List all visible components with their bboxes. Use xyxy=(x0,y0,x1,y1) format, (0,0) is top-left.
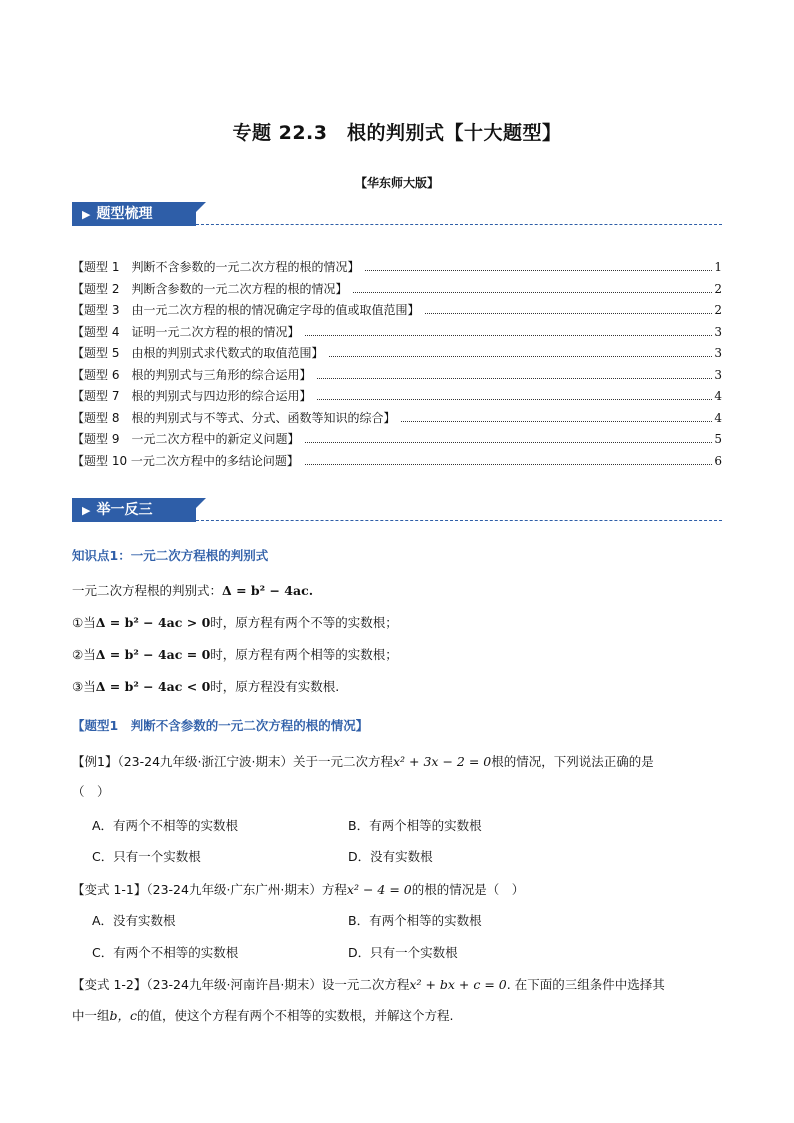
case-positive xyxy=(72,613,398,631)
toc-page-number: 2 xyxy=(714,303,722,317)
discriminant-definition xyxy=(72,581,313,599)
question-type-title: 【题型1 判断不含参数的一元二次方程的根的情况】 xyxy=(72,718,369,733)
variant-1-1-stem xyxy=(72,880,524,898)
variant-source: （23-24九年级·河南许昌·期末）设一元二次方程 xyxy=(146,977,410,992)
variables: b，c xyxy=(109,1008,138,1023)
case-formula: Δ = b² − 4ac = 0 xyxy=(95,647,211,662)
toc-leader xyxy=(353,292,712,293)
toc-item-label: 【题型 4 证明一元二次方程的根的情况】 xyxy=(72,324,300,339)
page-title: 专题 22.3 根的判别式【十大题型】 xyxy=(232,122,562,144)
variant-text: 的根的情况是（ ） xyxy=(411,882,525,897)
toc-item-label: 【题型 2 判断含参数的一元二次方程的根的情况】 xyxy=(72,281,348,296)
definition-text: 一元二次方程根的判别式： xyxy=(72,583,223,598)
toc-item[interactable] xyxy=(72,409,722,431)
example-label: 【例1】 xyxy=(72,754,118,769)
toc-item[interactable] xyxy=(72,280,722,302)
toc-item-label: 【题型 5 由根的判别式求代数式的取值范围】 xyxy=(72,346,324,360)
section-divider xyxy=(196,224,722,225)
variant-1-2-stem xyxy=(72,975,665,993)
toc-item[interactable] xyxy=(72,387,722,409)
section-tag-cap xyxy=(182,498,206,522)
option-d: D．只有一个实数根 xyxy=(348,945,458,960)
toc-page-number: 6 xyxy=(714,453,722,468)
toc-item[interactable] xyxy=(72,366,722,388)
section-tag xyxy=(72,498,196,522)
variant-text: . 在下面的三组条件中选择其 xyxy=(506,977,665,992)
case-text: 时，原方程没有实数根. xyxy=(210,679,340,694)
example-1-stem xyxy=(72,752,654,770)
toc-item[interactable] xyxy=(72,430,722,452)
case-prefix: ①当 xyxy=(72,615,96,630)
play-triangle-icon: ▶ xyxy=(82,504,91,517)
toc-item[interactable] xyxy=(72,301,722,323)
case-negative xyxy=(72,677,339,695)
equation: x² + 3x − 2 = 0 xyxy=(392,754,492,769)
discriminant-formula: Δ = b² − 4ac. xyxy=(222,583,314,598)
toc-item[interactable] xyxy=(72,323,722,345)
case-text: 时，原方程有两个不等的实数根； xyxy=(210,615,398,630)
toc-item-label: 【题型 1 判断不含参数的一元二次方程的根的情况】 xyxy=(72,260,360,274)
toc-leader xyxy=(365,270,712,271)
toc-leader xyxy=(305,335,712,336)
toc-item[interactable] xyxy=(72,344,722,366)
section-header-examples xyxy=(72,498,722,528)
option-b: B．有两个相等的实数根 xyxy=(348,818,482,833)
equation: x² − 4 = 0 xyxy=(346,882,412,897)
equation: x² + bx + c = 0 xyxy=(409,977,507,992)
variant-1-2-stem-line2 xyxy=(72,1006,454,1024)
edition-label: 【华东师大版】 xyxy=(354,176,439,190)
toc-page-number: 5 xyxy=(714,432,722,446)
case-text: 时，原方程有两个相等的实数根； xyxy=(210,647,398,662)
toc-leader xyxy=(317,378,712,379)
toc-item-label: 【题型 9 一元二次方程中的新定义问题】 xyxy=(72,432,300,446)
case-formula: Δ = b² − 4ac < 0 xyxy=(95,679,211,694)
option-c: C．只有一个实数根 xyxy=(92,849,201,864)
section-header-question-types xyxy=(72,202,722,232)
option-b: B．有两个相等的实数根 xyxy=(348,913,482,928)
toc-page-number: 3 xyxy=(714,324,722,339)
knowledge-point-heading: 知识点1：一元二次方程根的判别式 xyxy=(72,548,269,563)
section-tag xyxy=(72,202,196,226)
toc-leader xyxy=(329,356,712,357)
toc-item-label: 【题型 10 一元二次方程中的多结论问题】 xyxy=(72,453,299,468)
variant-source: （23-24九年级·广东广州·期末）方程 xyxy=(146,882,347,897)
toc-item-label: 【题型 7 根的判别式与四边形的综合运用】 xyxy=(72,389,312,403)
example-text: 根的情况，下列说法正确的是 xyxy=(491,754,654,769)
answer-paren: （ ） xyxy=(72,784,110,799)
toc-item-label: 【题型 6 根的判别式与三角形的综合运用】 xyxy=(72,367,312,382)
toc-item[interactable] xyxy=(72,452,722,474)
option-d: D．没有实数根 xyxy=(348,849,433,864)
variant-text: 的值，使这个方程有两个不相等的实数根，并解这个方程. xyxy=(137,1008,454,1023)
toc-item-label: 【题型 3 由一元二次方程的根的情况确定字母的值或取值范围】 xyxy=(72,303,420,317)
toc-page-number: 1 xyxy=(714,260,722,274)
section-label: 举一反三 xyxy=(96,502,153,518)
toc-leader xyxy=(317,399,712,400)
toc-item-label: 【题型 8 根的判别式与不等式、分式、函数等知识的综合】 xyxy=(72,410,396,425)
case-zero xyxy=(72,645,398,663)
toc-leader xyxy=(425,313,712,314)
example-source: （23-24九年级·浙江宁波·期末）关于一元二次方程 xyxy=(117,754,393,769)
toc-page-number: 4 xyxy=(714,389,722,403)
option-c: C．有两个不相等的实数根 xyxy=(92,945,239,960)
toc-page-number: 3 xyxy=(714,346,722,360)
toc-item[interactable] xyxy=(72,258,722,280)
option-a: A．没有实数根 xyxy=(92,913,176,928)
section-label: 题型梳理 xyxy=(96,206,153,222)
toc-page-number: 3 xyxy=(714,367,722,382)
toc-page-number: 4 xyxy=(714,410,722,425)
variant-text: 中一组 xyxy=(72,1008,110,1023)
case-formula: Δ = b² − 4ac > 0 xyxy=(95,615,211,630)
variant-label: 【变式 1-1】 xyxy=(72,882,147,897)
toc-leader xyxy=(305,442,712,443)
toc-page-number: 2 xyxy=(714,281,722,296)
play-triangle-icon: ▶ xyxy=(82,208,91,221)
table-of-contents xyxy=(72,258,722,473)
section-divider xyxy=(196,520,722,521)
variant-label: 【变式 1-2】 xyxy=(72,977,147,992)
toc-leader xyxy=(305,464,712,465)
toc-leader xyxy=(401,421,712,422)
section-tag-cap xyxy=(182,202,206,226)
option-a: A．有两个不相等的实数根 xyxy=(92,818,239,833)
case-prefix: ③当 xyxy=(72,679,96,694)
case-prefix: ②当 xyxy=(72,647,96,662)
